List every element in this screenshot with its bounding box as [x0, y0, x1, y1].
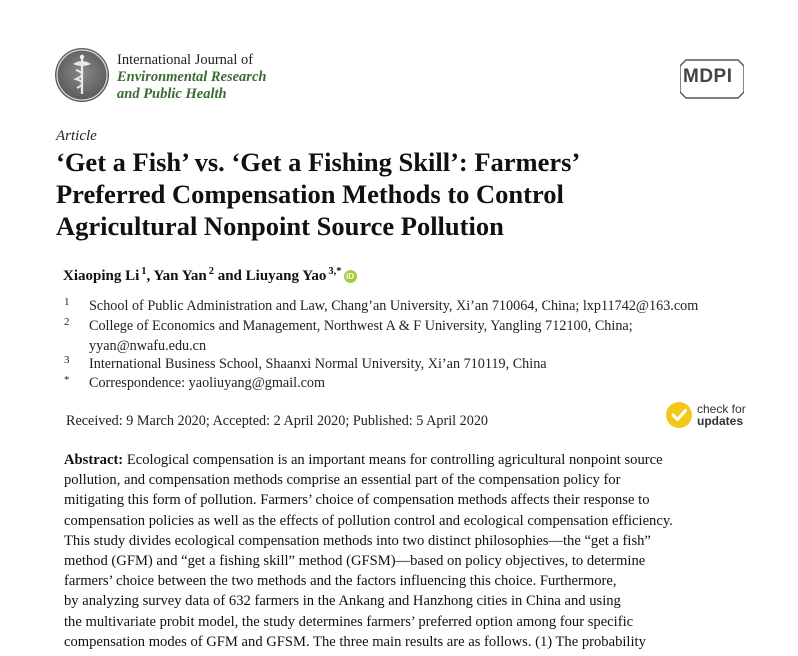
correspondence-marker: *: [64, 374, 70, 386]
abstract-label: Abstract:: [64, 452, 124, 468]
author-separator: ,: [146, 268, 154, 284]
title-line: Preferred Compensation Methods to Control: [56, 179, 564, 209]
journal-logo: [55, 48, 109, 102]
abstract-line: [64, 450, 752, 470]
affiliation-1: School of Public Administration and Law, Chang’an University, Xi’an 710064, China; lxp11742@163.com: [89, 298, 699, 314]
journal-name-line3: and Public Health: [117, 86, 227, 102]
affiliation-number: 2: [64, 316, 70, 328]
orcid-icon[interactable]: iD: [344, 270, 357, 283]
mdpi-logo: MDPI: [683, 66, 733, 87]
abstract: [64, 450, 752, 652]
journal-name: [117, 52, 266, 103]
affiliation-3: International Business School, Shaanxi Normal University, Xi’an 710119, China: [89, 356, 547, 372]
affiliation-number: 3: [64, 354, 70, 366]
correspondence[interactable]: Correspondence: yaoliuyang@gmail.com: [89, 375, 326, 391]
author-name[interactable]: Liuyang Yao: [245, 268, 327, 284]
journal-name-line1: International Journal of: [117, 52, 254, 68]
abstract-line: farmers’ choice between the two methods and the factors influencing this choice. Furthermore,: [64, 573, 617, 590]
affiliation-2: College of Economics and Management, Northwest A & F University, Yangling 712100, China;: [89, 318, 633, 334]
title-line: ‘Get a Fish’ vs. ‘Get a Fishing Skill’: Farmers’: [56, 147, 581, 177]
check-for-updates-icon[interactable]: [666, 402, 692, 428]
abstract-line: by analyzing survey data of 632 farmers in the Ankang and Hanzhong cities in China and using: [64, 593, 621, 610]
author-list: [63, 266, 357, 285]
check-for-label[interactable]: check for: [697, 402, 746, 416]
abstract-line: compensation modes of GFM and GFSM. The three main results are as follows. (1) The probability: [64, 633, 646, 650]
journal-name-line2: Environmental Research: [117, 69, 267, 85]
abstract-line: method (GFM) and “get a fishing skill” method (GFSM)—based on policy objectives, to determine: [64, 553, 646, 570]
author-sup: 2: [208, 266, 214, 277]
abstract-line: pollution, and compensation methods comprise an essential part of the compensation policy for: [64, 472, 621, 489]
publication-dates: Received: 9 March 2020; Accepted: 2 April 2020; Published: 5 April 2020: [66, 413, 489, 429]
abstract-line: mitigating this form of pollution. Farmers’ choice of compensation methods affects their response to: [64, 492, 650, 509]
title-line: Agricultural Nonpoint Source Pollution: [56, 211, 504, 241]
caduceus-icon: [55, 48, 109, 102]
checkmark-icon: [666, 402, 692, 428]
author-name[interactable]: Yan Yan: [153, 268, 207, 284]
page-title: [56, 146, 776, 242]
updates-label[interactable]: updates: [697, 414, 744, 428]
abstract-line: the multivariate probit model, the study determines farmers’ preferred option among four specific: [64, 613, 634, 630]
affiliation-number: 1: [64, 296, 70, 308]
affiliation-2-email[interactable]: yyan@nwafu.edu.cn: [89, 338, 207, 354]
abstract-line: This study divides ecological compensation methods into two distinct philosophies—the “get a fish”: [64, 532, 651, 549]
author-sup: 3,*: [328, 266, 342, 277]
abstract-text: Ecological compensation is an important means for controlling agricultural nonpoint source: [123, 452, 663, 468]
abstract-line: compensation policies as well as the effects of pollution control and ecological compensation efficiency.: [64, 512, 673, 529]
author-name[interactable]: Xiaoping Li: [63, 268, 140, 284]
article-type: Article: [56, 128, 97, 144]
author-sup: 1: [141, 266, 147, 277]
author-separator: and: [213, 268, 246, 284]
